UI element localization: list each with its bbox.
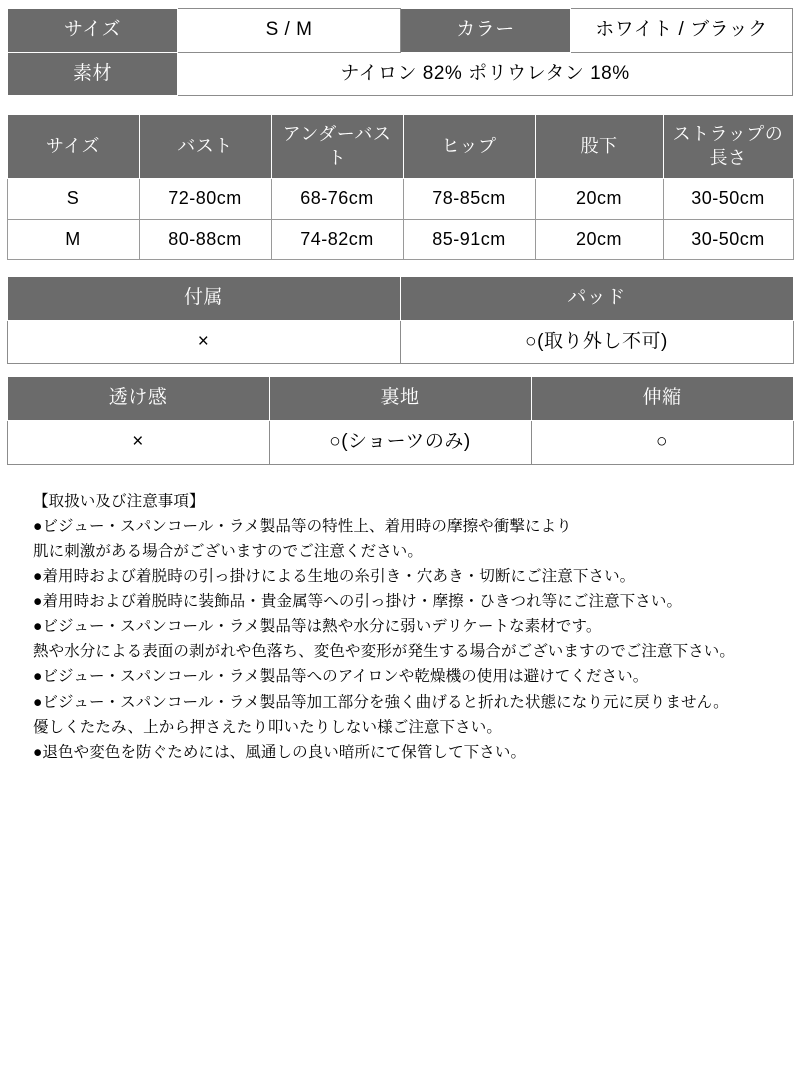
spec-value-size: S / M — [178, 9, 401, 53]
care-note-line: ●ビジュー・スパンコール・ラメ製品等加工部分を強く曲げると折れた状態になり元に戻りません。 — [33, 693, 729, 711]
size-chart-m-size: M — [7, 219, 139, 259]
table-row — [8, 9, 793, 53]
table-row — [8, 52, 793, 96]
feature-value-stretch: ○ — [531, 421, 793, 465]
care-notes-title: 【取扱い及び注意事項】 — [33, 492, 205, 510]
spec-label-size: サイズ — [8, 9, 178, 53]
feature-table-sheer-lining-stretch — [7, 376, 794, 464]
feature-header-lining: 裏地 — [269, 377, 531, 421]
spacer — [0, 96, 800, 114]
feature-value-accessory: × — [7, 320, 400, 364]
spec-value-color: ホワイト / ブラック — [571, 9, 793, 53]
table-header-row — [7, 115, 793, 179]
care-notes — [7, 465, 793, 765]
spec-value-material: ナイロン 82% ポリウレタン 18% — [178, 52, 793, 96]
spacer — [0, 364, 800, 376]
spec-table — [7, 8, 793, 96]
size-chart-header-bust: バスト — [139, 115, 271, 179]
table-row — [7, 421, 793, 465]
size-chart-s-bust: 72-80cm — [139, 179, 271, 219]
table-row — [7, 320, 793, 364]
care-note-line: ●着用時および着脱時の引っ掛けによる生地の糸引き・穴あき・切断にご注意下さい。 — [33, 568, 636, 586]
feature-header-pad: パッド — [400, 276, 793, 320]
size-chart-s-underbust: 68-76cm — [271, 179, 403, 219]
feature-header-stretch: 伸縮 — [531, 377, 793, 421]
spacer — [0, 260, 800, 276]
care-note-line: 熱や水分による表面の剥がれや色落ち、変色や変形が発生する場合がございますのでご注意下さい。 — [33, 643, 736, 661]
spec-label-material: 素材 — [8, 52, 178, 96]
size-chart-m-strap: 30-50cm — [663, 219, 793, 259]
size-chart-m-underbust: 74-82cm — [271, 219, 403, 259]
size-chart-header-hip: ヒップ — [403, 115, 535, 179]
spec-label-color: カラー — [401, 9, 571, 53]
table-row — [7, 179, 793, 219]
size-chart-m-hip: 85-91cm — [403, 219, 535, 259]
size-chart-header-size: サイズ — [7, 115, 139, 179]
care-note-line: ●ビジュー・スパンコール・ラメ製品等へのアイロンや乾燥機の使用は避けてください。 — [33, 668, 649, 686]
size-chart-m-bust: 80-88cm — [139, 219, 271, 259]
size-chart-s-hip: 78-85cm — [403, 179, 535, 219]
feature-value-lining: ○(ショーツのみ) — [269, 421, 531, 465]
feature-table-accessory-pad — [7, 276, 794, 364]
table-header-row — [7, 276, 793, 320]
table-header-row — [7, 377, 793, 421]
size-chart-s-inseam: 20cm — [535, 179, 663, 219]
size-chart-header-inseam: 股下 — [535, 115, 663, 179]
care-note-line: 優しくたたみ、上から押さえたり叩いたりしない様ご注意下さい。 — [33, 718, 502, 736]
care-note-line: 肌に刺激がある場合がございますのでご注意ください。 — [33, 542, 424, 560]
feature-header-accessory: 付属 — [7, 276, 400, 320]
feature-header-sheerness: 透け感 — [7, 377, 269, 421]
size-chart-s-size: S — [7, 179, 139, 219]
size-chart-m-inseam: 20cm — [535, 219, 663, 259]
care-note-line: ●退色や変色を防ぐためには、風通しの良い暗所にて保管して下さい。 — [33, 743, 527, 761]
care-note-line: ●ビジュー・スパンコール・ラメ製品等は熱や水分に弱いデリケートな素材です。 — [33, 618, 602, 636]
care-note-line: ●着用時および着脱時に装飾品・貴金属等への引っ掛け・摩擦・ひきつれ等にご注意下さい。 — [33, 593, 683, 611]
size-chart-table — [7, 114, 794, 260]
size-chart-s-strap: 30-50cm — [663, 179, 793, 219]
size-chart-header-strap: ストラップの長さ — [663, 115, 793, 179]
feature-value-sheerness: × — [7, 421, 269, 465]
care-note-line: ●ビジュー・スパンコール・ラメ製品等の特性上、着用時の摩擦や衝撃により — [33, 517, 572, 535]
feature-value-pad: ○(取り外し不可) — [400, 320, 793, 364]
size-chart-header-underbust: アンダーバスト — [271, 115, 403, 179]
table-row — [7, 219, 793, 259]
